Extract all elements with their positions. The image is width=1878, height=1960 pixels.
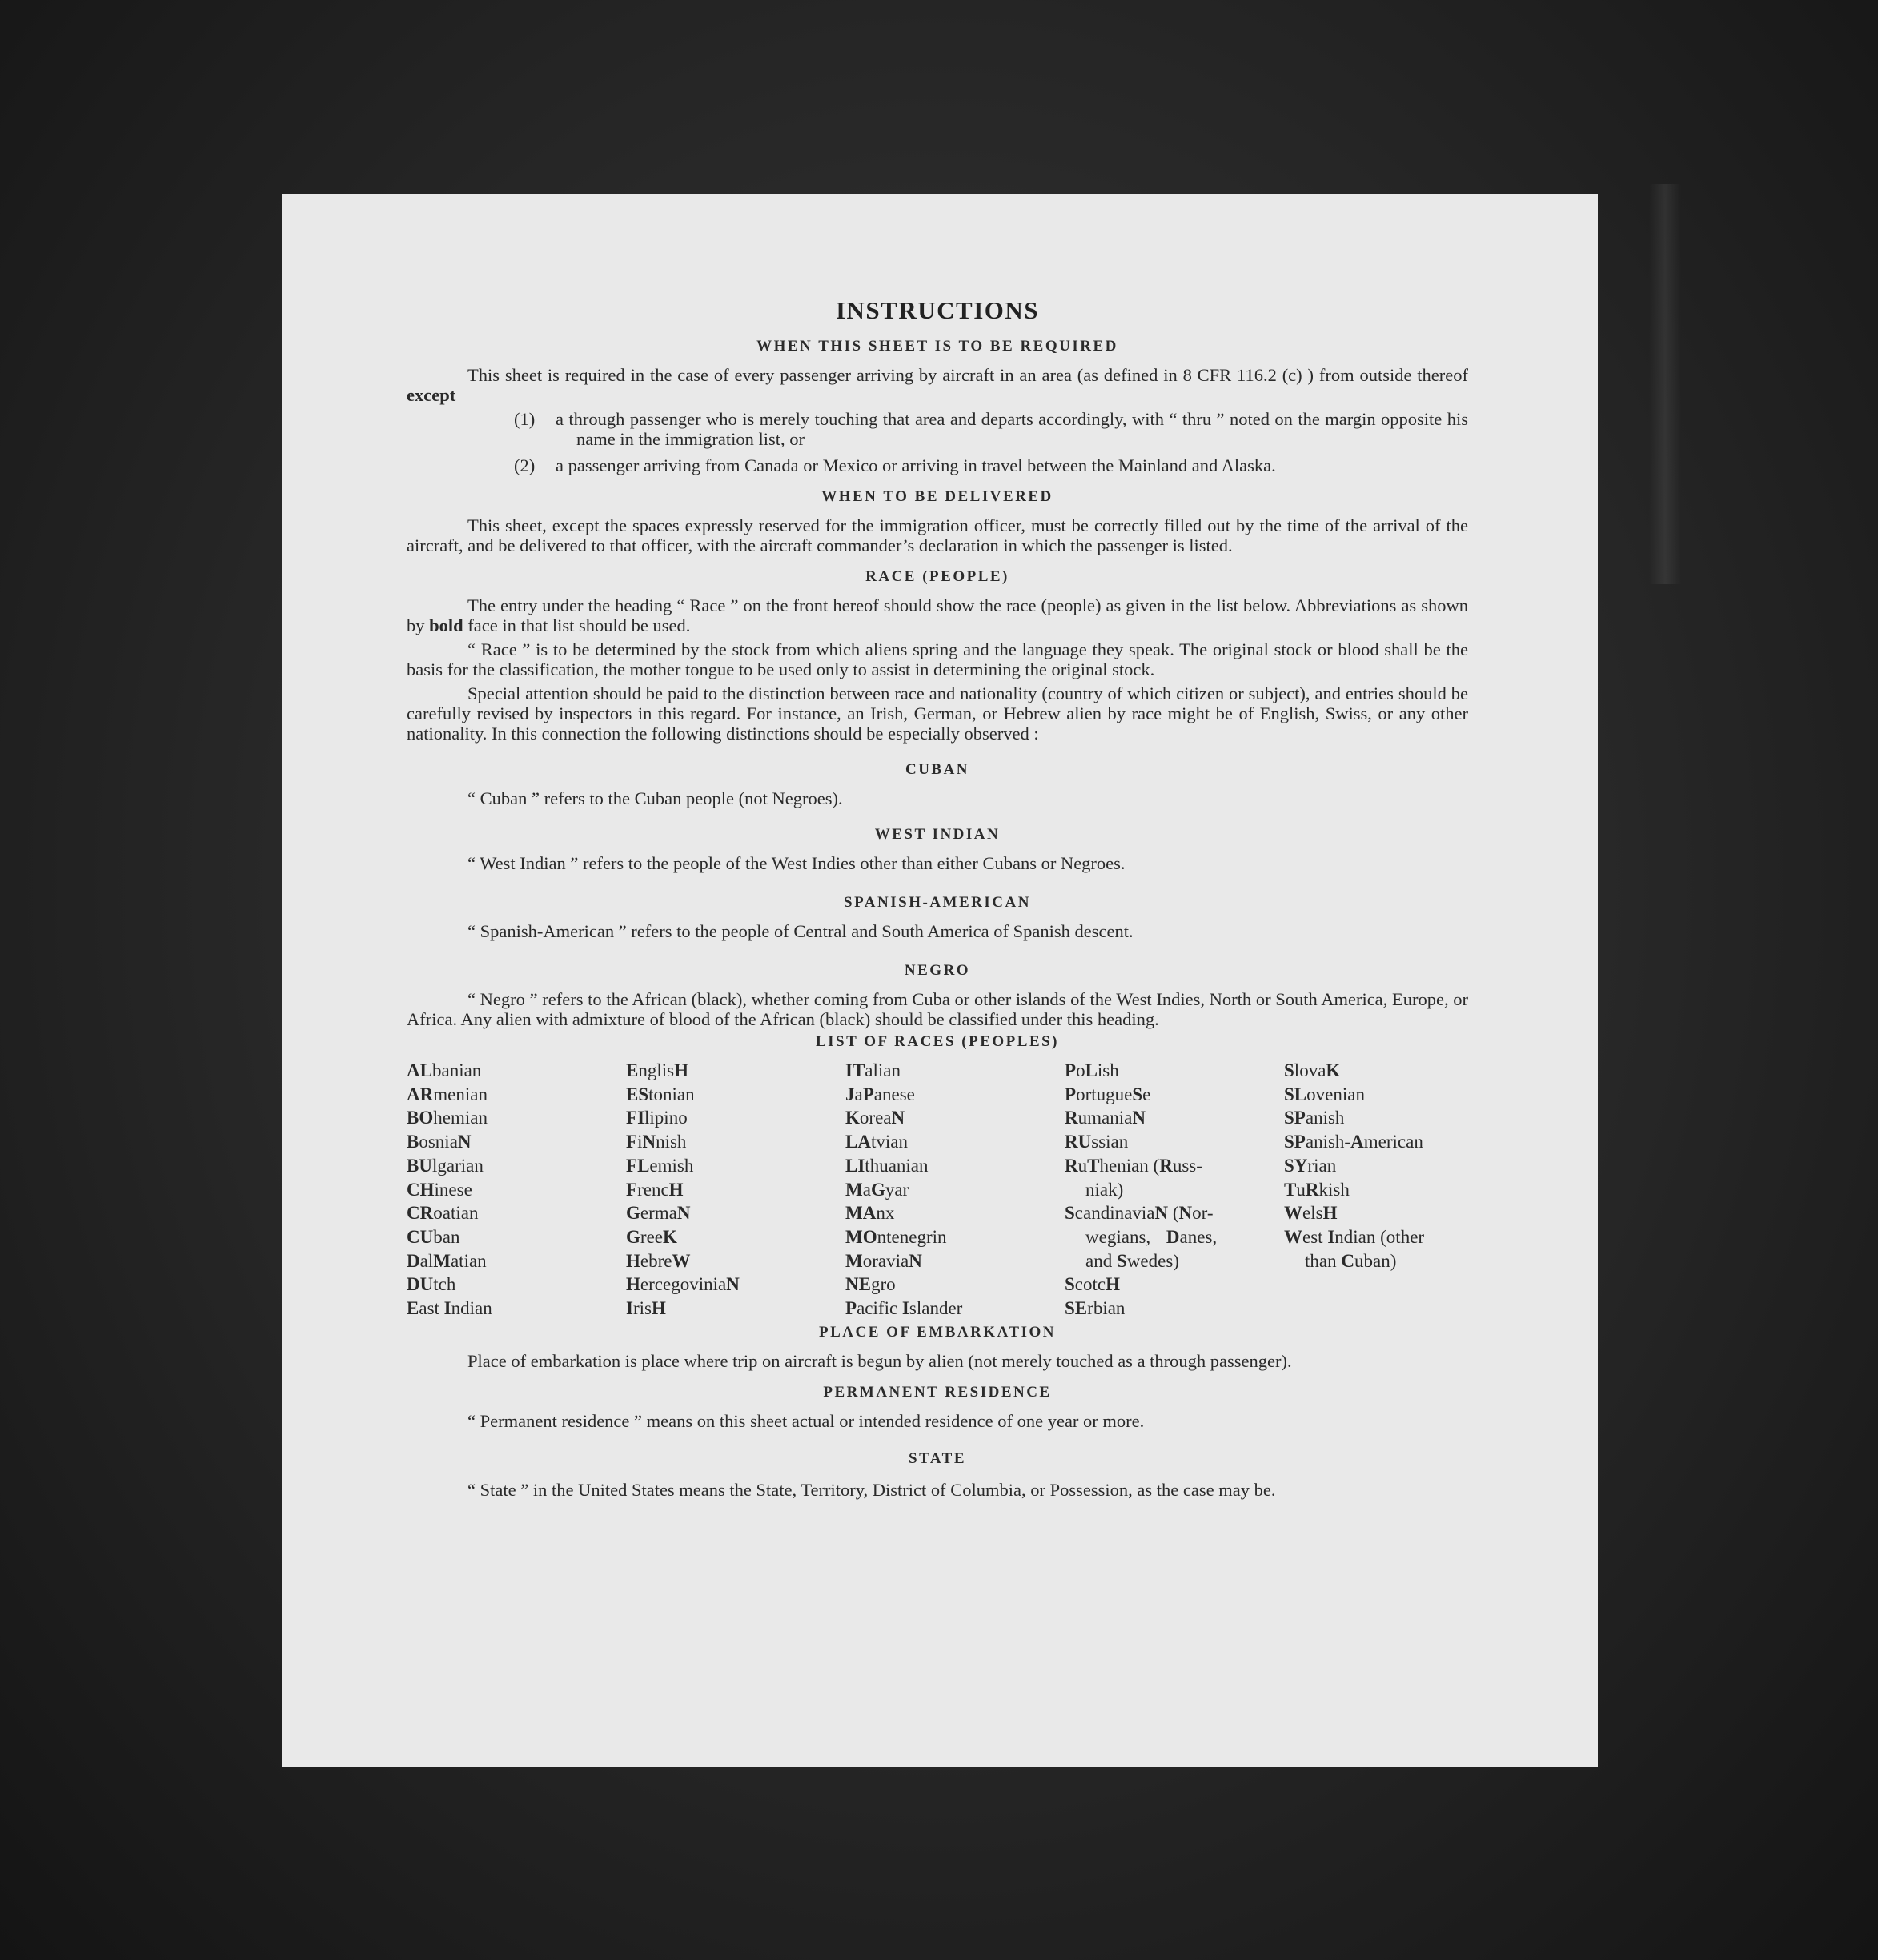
exception-item-1: (1) a through passenger who is merely touching that area and departs accordingly, with “ thru ” noted on the margin opposite his name in the immigration list, or xyxy=(514,409,1468,449)
state-text: “ State ” in the United States means the State, Territory, District of Columbia, or Possession, as the case may be. xyxy=(467,1479,1276,1500)
race-entry: MOntenegrin xyxy=(845,1226,947,1247)
race-entry: SErbian xyxy=(1065,1298,1126,1319)
race-entry-continued: wegians, Danes, xyxy=(1085,1226,1218,1247)
heading-state: STATE xyxy=(909,1449,966,1467)
race-entry-continued: niak) xyxy=(1085,1179,1124,1200)
race-entry: ARmenian xyxy=(407,1084,488,1104)
race-entry: BosniaN xyxy=(407,1132,472,1152)
heading-when-delivered: WHEN TO BE DELIVERED xyxy=(821,488,1053,505)
heading-cuban: CUBAN xyxy=(905,761,970,778)
heading-spanish-american: SPANISH-AMERICAN xyxy=(844,894,1031,911)
race-paragraph-1: The entry under the heading “ Race ” on the front hereof should show the race (people) as given in the list below. Abbreviations as shown by bold face in that list should be used. xyxy=(407,595,1468,635)
race-entry-continued: than Cuban) xyxy=(1305,1250,1397,1271)
heading-list-of-races: LIST OF RACES (PEOPLES) xyxy=(815,1033,1060,1050)
race-entry: LIthuanian xyxy=(845,1155,929,1176)
heading-negro: NEGRO xyxy=(904,962,971,979)
race-entry: SPanish xyxy=(1284,1108,1345,1128)
race-column-1 xyxy=(407,1059,626,1321)
race-entry: ScotcH xyxy=(1065,1274,1121,1295)
race-entry: DUtch xyxy=(407,1274,456,1295)
race-entry: CRoatian xyxy=(407,1203,479,1224)
when-delivered-text: This sheet, except the spaces expressly reserved for the immigration officer, must be correctly filled out by the time of the arrival of the aircraft, and be delivered to that officer, with the aircraft commander’s declaration in which the passenger is listed. xyxy=(407,515,1468,555)
race-entry: MoraviaN xyxy=(845,1250,922,1271)
heading-west-indian: WEST INDIAN xyxy=(874,826,1001,843)
page-title: INSTRUCTIONS xyxy=(835,296,1039,324)
cuban-text: “ Cuban ” refers to the Cuban people (not Negroes). xyxy=(467,788,843,808)
race-entry: JaPanese xyxy=(845,1084,915,1104)
race-entry: West Indian (other xyxy=(1284,1226,1425,1247)
race-column-5 xyxy=(1284,1059,1468,1321)
race-entry: FLemish xyxy=(626,1155,694,1176)
place-of-embarkation-text: Place of embarkation is place where trip on aircraft is begun by alien (not merely touched as a through passenger). xyxy=(467,1350,1292,1371)
race-list xyxy=(407,1059,1468,1321)
race-entry: HebreW xyxy=(626,1250,691,1271)
heading-place-of-embarkation: PLACE OF EMBARKATION xyxy=(819,1323,1056,1341)
west-indian-text: “ West Indian ” refers to the people of the West Indies other than either Cubans or Negroes. xyxy=(467,853,1126,873)
race-entry: SLovenian xyxy=(1284,1084,1365,1104)
race-entry: SPanish-American xyxy=(1284,1132,1423,1152)
race-entry: Pacific Islander xyxy=(845,1298,963,1319)
race-entry: RumaniaN xyxy=(1065,1108,1146,1128)
race-entry: FIlipino xyxy=(626,1108,688,1128)
race-entry: ALbanian xyxy=(407,1060,482,1080)
race-entry: IrisH xyxy=(626,1298,666,1319)
race-column-4 xyxy=(1065,1059,1284,1321)
race-entry: EStonian xyxy=(626,1084,695,1104)
race-entry: LAtvian xyxy=(845,1132,908,1152)
race-entry: CHinese xyxy=(407,1179,472,1200)
race-entry: CUban xyxy=(407,1226,460,1247)
film-edge-shade xyxy=(1649,184,1681,584)
race-entry: PoLish xyxy=(1065,1060,1119,1080)
race-entry: HercegoviniaN xyxy=(626,1274,740,1295)
race-column-3 xyxy=(845,1059,1065,1321)
race-entry: ITalian xyxy=(845,1060,901,1080)
race-entry: WelsH xyxy=(1284,1203,1338,1224)
race-entry: DalMatian xyxy=(407,1250,487,1271)
spanish-american-text: “ Spanish-American ” refers to the people of Central and South America of Spanish descent. xyxy=(467,921,1134,941)
race-entry: RuThenian (Russ- xyxy=(1065,1155,1202,1176)
race-paragraph-2: “ Race ” is to be determined by the stock from which aliens spring and the language they speak. The original stock or blood shall be the basis for the classification, the mother tongue to be used only to assist in determining the original stock. xyxy=(407,639,1468,679)
negro-text: “ Negro ” refers to the African (black), whether coming from Cuba or other islands of the West Indies, North or South America, Europe, or Africa. Any alien with admixture of blood of the African (black) should be classified under this heading. xyxy=(407,989,1468,1029)
race-entry: PortugueSe xyxy=(1065,1084,1151,1104)
race-entry: East Indian xyxy=(407,1298,492,1319)
race-entry: TuRkish xyxy=(1284,1179,1350,1200)
race-entry: FrencH xyxy=(626,1179,684,1200)
race-entry: MAnx xyxy=(845,1203,895,1224)
heading-when-required: WHEN THIS SHEET IS TO BE REQUIRED xyxy=(756,338,1118,355)
document-page xyxy=(282,194,1598,1767)
race-entry: FiNnish xyxy=(626,1132,687,1152)
race-entry: MaGyar xyxy=(845,1179,909,1200)
race-paragraph-3: Special attention should be paid to the distinction between race and nationality (country of which citizen or subject), and entries should be carefully revised by inspectors in this regard. For instance, an Irish, German, or Hebrew alien by race might be of English, Swiss, or any other nationality. In this connection the following distinctions should be especially observed : xyxy=(407,683,1468,744)
race-entry-continued: and Swedes) xyxy=(1085,1250,1179,1271)
race-entry: GreeK xyxy=(626,1226,677,1247)
race-entry: BUlgarian xyxy=(407,1155,484,1176)
race-entry: GermaN xyxy=(626,1203,691,1224)
item-number: (2) xyxy=(514,455,536,475)
race-entry: RUssian xyxy=(1065,1132,1129,1152)
race-entry: EnglisH xyxy=(626,1060,688,1080)
exception-item-2: (2) a passenger arriving from Canada or Mexico or arriving in travel between the Mainland and Alaska. xyxy=(514,455,1276,475)
race-entry: SlovaK xyxy=(1284,1060,1341,1080)
race-entry: SYrian xyxy=(1284,1155,1337,1176)
race-entry: NEgro xyxy=(845,1274,896,1295)
except-bold: except xyxy=(407,385,456,405)
item-number: (1) xyxy=(514,409,536,429)
race-column-2 xyxy=(626,1059,845,1321)
permanent-residence-text: “ Permanent residence ” means on this sheet actual or intended residence of one year or more. xyxy=(467,1410,1145,1431)
heading-race: RACE (PEOPLE) xyxy=(865,568,1009,585)
race-entry: ScandinaviaN (Nor- xyxy=(1065,1203,1214,1224)
heading-permanent-residence: PERMANENT RESIDENCE xyxy=(823,1383,1052,1401)
race-entry: BOhemian xyxy=(407,1108,488,1128)
when-required-intro: This sheet is required in the case of every passenger arriving by aircraft in an area (as defined in 8 CFR 116.2 (c) ) from outside thereof except xyxy=(407,365,1468,405)
race-entry: KoreaN xyxy=(845,1108,905,1128)
